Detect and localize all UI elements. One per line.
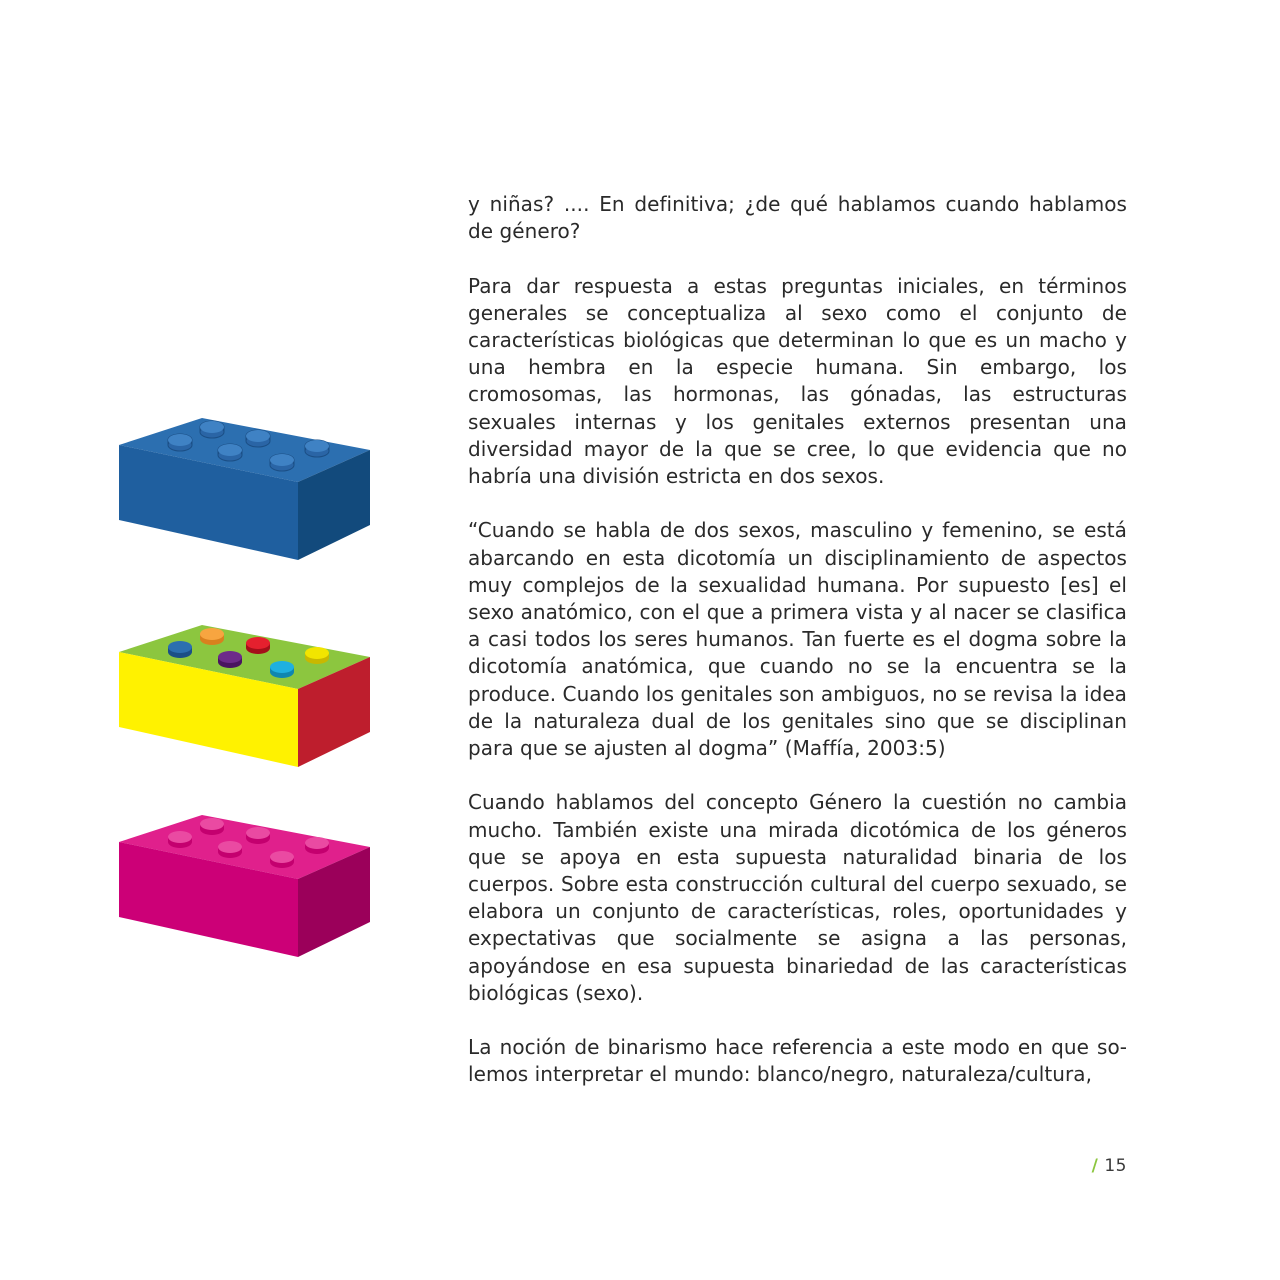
page-number-value: 15: [1104, 1156, 1127, 1176]
paragraph: La noción de binarismo hace referencia a este modo en que solemos interpretar el mundo: blanco/negro, naturaleza/cultura,: [468, 1035, 1127, 1087]
lego-bricks-illustration: [110, 410, 380, 970]
body-text: [468, 191, 1127, 1089]
pink-lego-brick: [119, 815, 370, 957]
multicolor-lego-brick: [119, 625, 370, 767]
page-number: [1092, 1156, 1127, 1176]
page-number-slash: /: [1091, 1156, 1099, 1176]
blue-lego-brick: [119, 418, 370, 560]
paragraph: Cuando hablamos del concepto Género la cuestión no cambia mucho. También existe una mirada dicotómica de los géneros que se apoya en esta supuesta naturalidad binaria de los cuerpos. Sobre esta construcción cultural del cuerpo sexuado, se elabora un conjunto de características, roles, oportunidades y expectativas que socialmente se asigna a las personas, apoyándose en esa supuesta binariedad de las características biológicas (sexo).: [468, 790, 1127, 1005]
paragraph: y niñas? .... En definitiva; ¿de qué hablamos cuando hablamos de género?: [468, 192, 1127, 244]
paragraph: “Cuando se habla de dos sexos, masculino y femenino, se está abarcando en esta dicotomía un disciplinamiento de aspectos muy complejos de la sexualidad humana. Por supuesto [es] el sexo anatómico, con el que a primera vista y al nacer se clasifica a casi todos los seres humanos. Tan fuerte es el dogma sobre la dicotomía anatómica, que cuando no se la encuentra se la produce. Cuando los genitales son ambiguos, no se revisa la idea de la naturaleza dual de los genitales sino que se disciplinan para que se ajusten al dogma” (Maffía, 2003:5): [468, 518, 1127, 761]
paragraph: Para dar respuesta a estas preguntas iniciales, en términos generales se conceptualiza al sexo como el conjunto de características biológicas que determinan lo que es un macho y una hembra en la especie humana. Sin embargo, los cromosomas, las hormonas, las gónadas, las estructuras sexuales internas y los genitales externos presentan una diversidad mayor de la que se cree, lo que evidencia que no habría una división estricta en dos sexos.: [468, 273, 1127, 489]
